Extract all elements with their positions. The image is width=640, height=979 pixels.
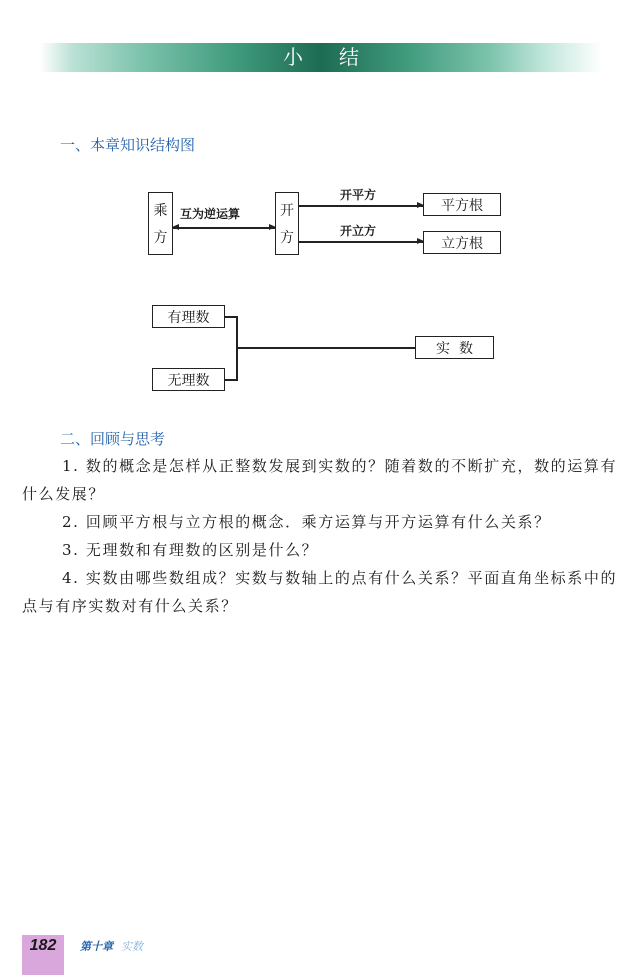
chapter-footer: [80, 938, 143, 954]
section-heading-knowledge-structure: 一、本章知识结构图: [60, 136, 196, 154]
box-root-char-1: 开: [280, 203, 294, 220]
chapter-title: 实数: [121, 940, 143, 953]
question-2: 2. 回顾平方根与立方根的概念．乘方运算与开方运算有什么关系？: [62, 513, 551, 531]
banner-title: 小结: [283, 45, 395, 69]
box-power-char-1: 乘: [153, 203, 168, 220]
bracket-vertical: [236, 316, 238, 381]
box-square-root: 平方根: [423, 193, 501, 216]
arrow-to-cube-root: [299, 241, 423, 243]
box-cube-root: 立方根: [423, 231, 501, 254]
box-rational-numbers: 有理数: [152, 305, 225, 328]
box-power-char-2: 方: [153, 229, 168, 246]
question-3: 3. 无理数和有理数的区别是什么？: [62, 541, 319, 559]
arrow-to-square-root: [299, 205, 423, 207]
question-1: 1. 数的概念是怎样从正整数发展到实数的？随着数的不断扩充，数的运算有什么发展？: [22, 457, 618, 503]
page-number-badge: 182: [22, 935, 64, 975]
section-banner: [40, 43, 602, 72]
section-heading-review: 二、回顾与思考: [60, 430, 166, 448]
box-irrational-numbers: 无理数: [152, 368, 225, 391]
box-root-char-2: 方: [280, 229, 294, 246]
double-arrow: [173, 227, 275, 229]
box-real-numbers: 实 数: [415, 336, 494, 359]
box-root-extraction: [275, 192, 299, 255]
chapter-number: 第十章: [80, 940, 113, 953]
label-inverse-operations: 互为逆运算: [180, 207, 241, 221]
box-power: [148, 192, 173, 255]
question-4: 4. 实数由哪些数组成？实数与数轴上的点有什么关系？平面直角坐标系中的点与有序实数对有什么关系？: [22, 569, 618, 615]
connector-to-real: [237, 347, 415, 349]
label-square-root-op: 开平方: [340, 188, 377, 202]
label-cube-root-op: 开立方: [340, 224, 377, 238]
